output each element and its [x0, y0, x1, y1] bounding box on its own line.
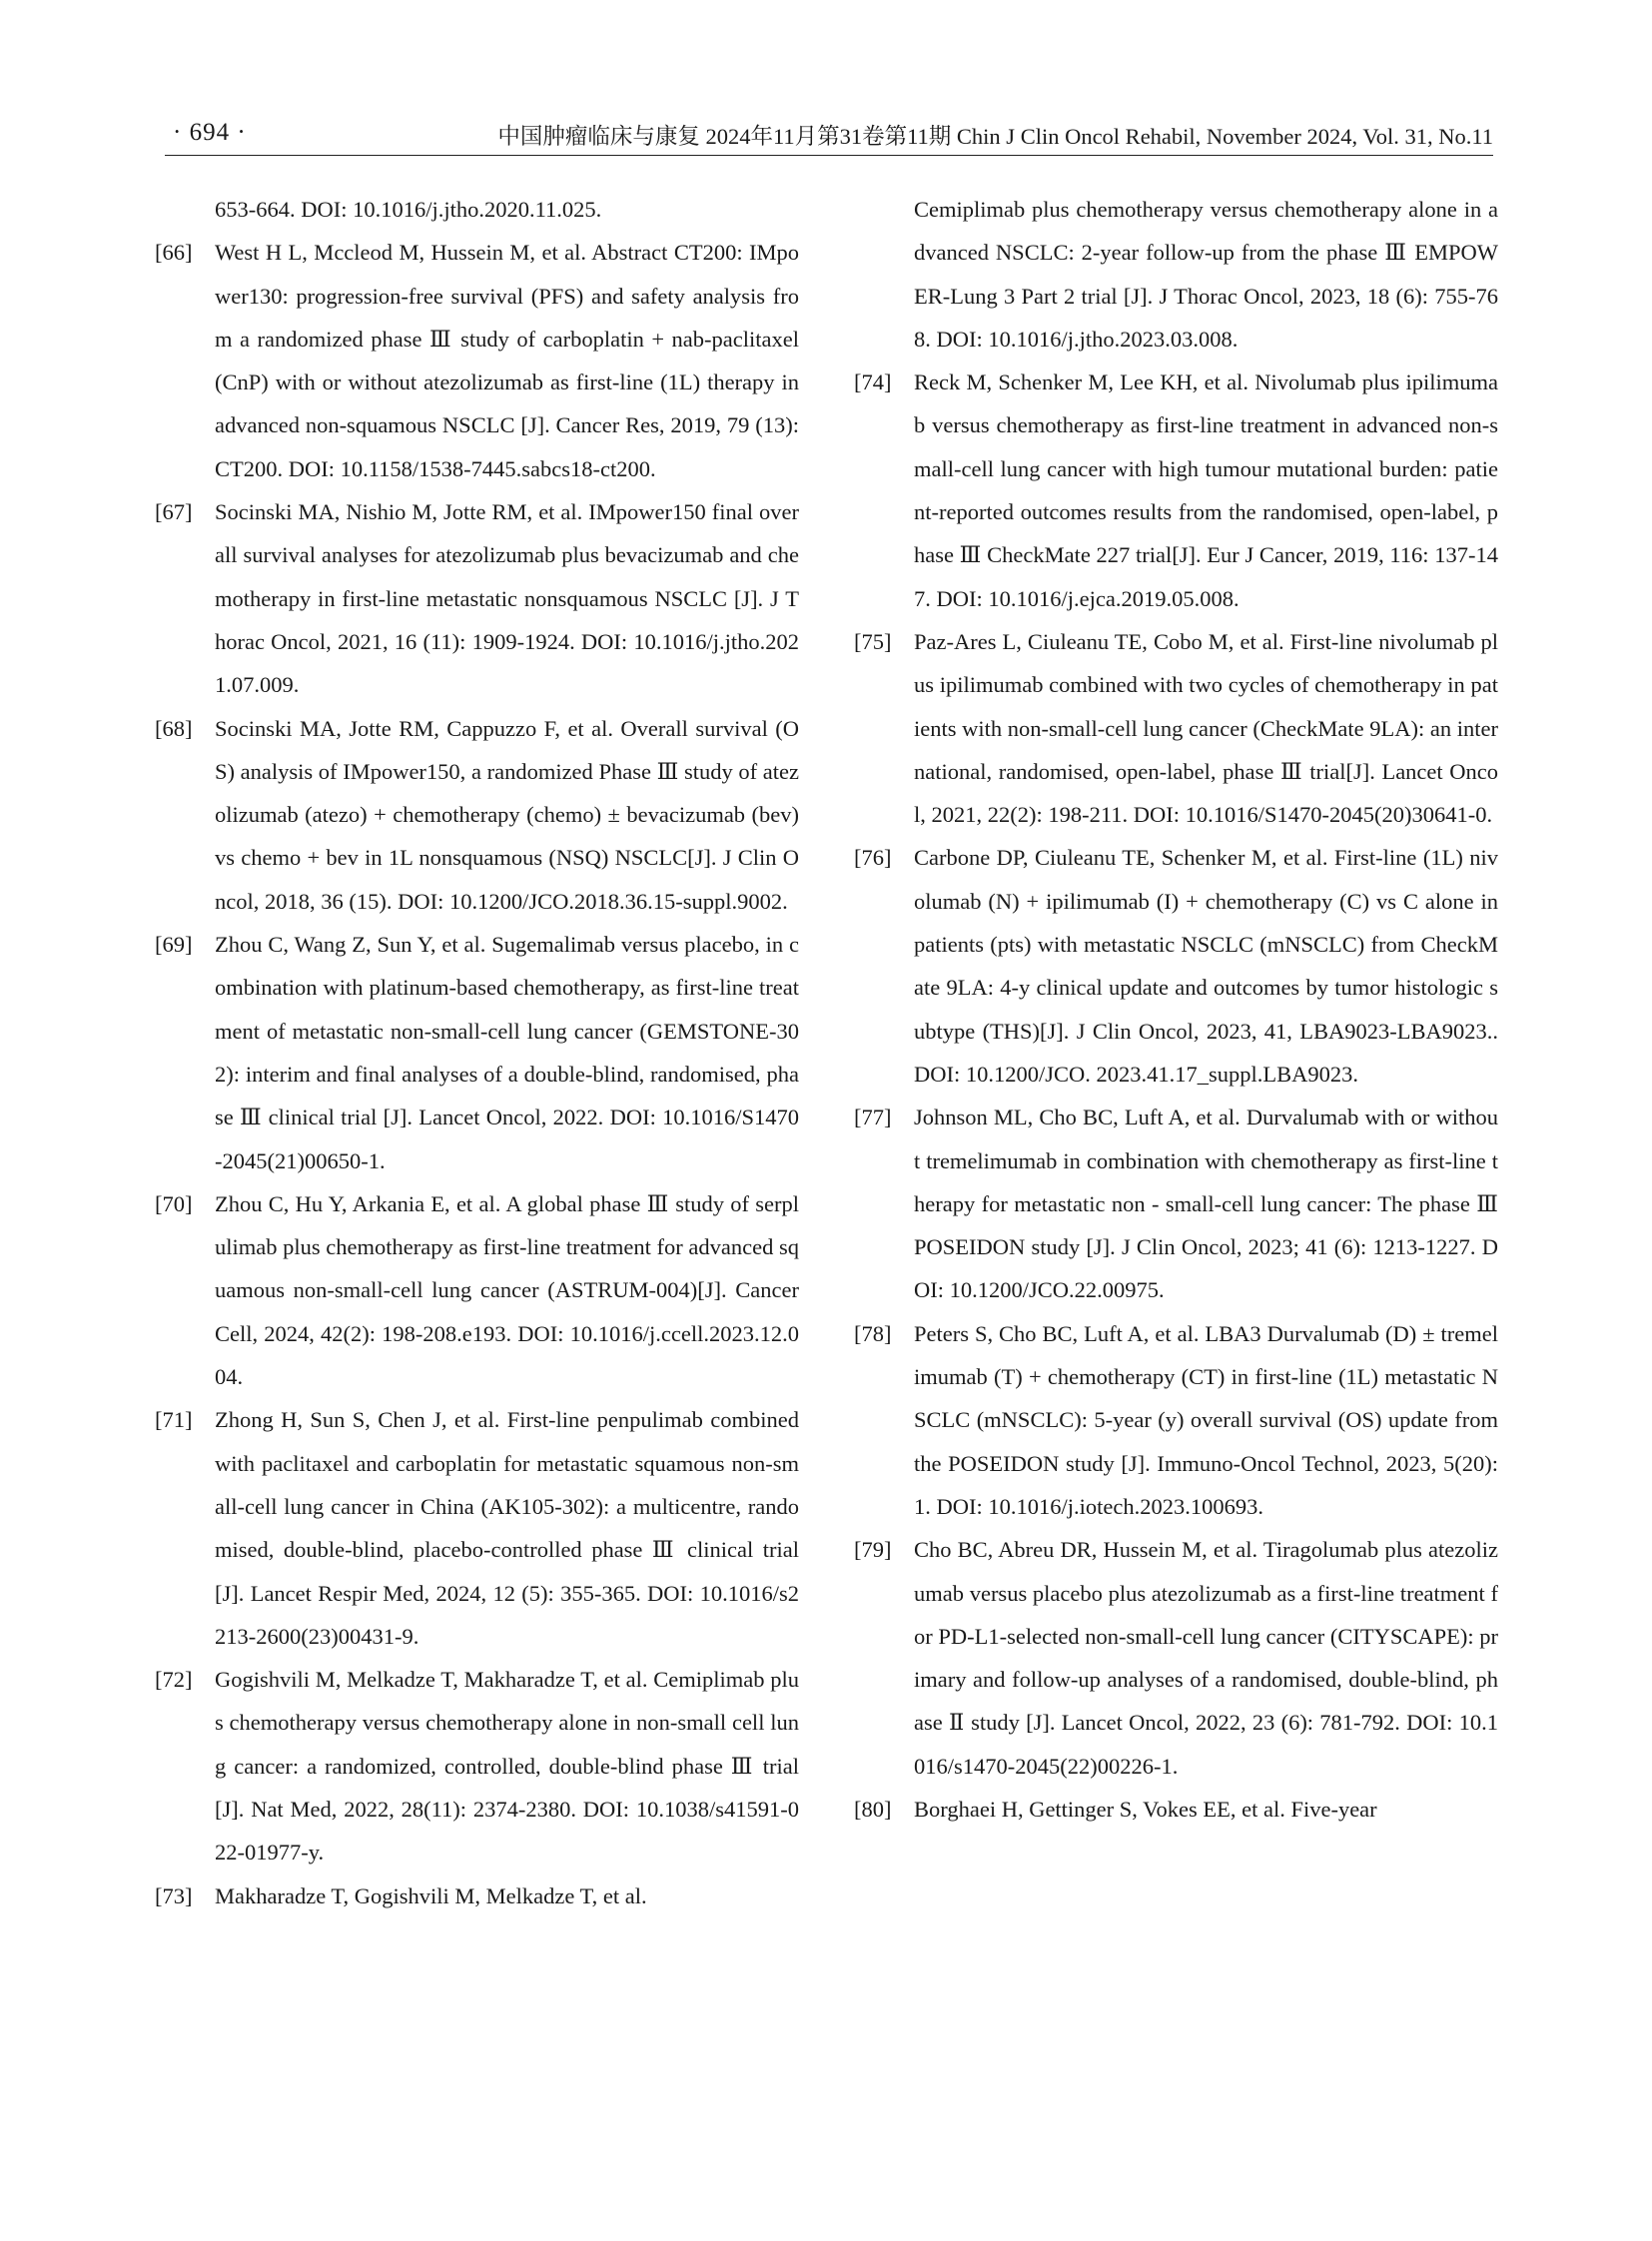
- reference-number: [78]: [854, 1320, 892, 1346]
- reference-entry: [854, 1788, 1498, 1831]
- reference-entry: [155, 1658, 799, 1873]
- reference-text: Zhou C, Wang Z, Sun Y, et al. Sugemalimab versus placebo, in combination with platinum-based chemotherapy, as first-line treatment of metastatic non-small-cell lung cancer (GEMSTONE-302): interim and final analyses of a double-blind, randomised, phase Ⅲ clinical trial [J]. Lancet Oncol, 2022. DOI: 10.1016/S1470-2045(21)00650-1.: [215, 932, 799, 1173]
- reference-entry: [854, 1096, 1498, 1311]
- reference-text: Peters S, Cho BC, Luft A, et al. LBA3 Durvalumab (D) ± tremelimumab (T) + chemotherapy (CT) in first-line (1L) metastatic NSCLC (mNSCLC): 5-year (y) overall survival (OS) update from the POSEIDON study [J]. Immuno-Oncol Technol, 2023, 5(20): 1. DOI: 10.1016/j.iotech.2023.100693.: [914, 1320, 1498, 1519]
- reference-number: [69]: [155, 932, 193, 958]
- reference-text: Socinski MA, Jotte RM, Cappuzzo F, et al. Overall survival (OS) analysis of IMpower150, a randomized Phase Ⅲ study of atezolizumab (atezo) + chemotherapy (chemo) ± bevacizumab (bev) vs chemo + bev in 1L nonsquamous (NSQ) NSCLC[J]. J Clin Oncol, 2018, 36 (15). DOI: 10.1200/JCO.2018.36.15-suppl.9002.: [215, 715, 799, 914]
- reference-text: Zhou C, Hu Y, Arkania E, et al. A global phase Ⅲ study of serplulimab plus chemotherapy as first-line treatment for advanced squamous non-small-cell lung cancer (ASTRUM-004)[J]. Cancer Cell, 2024, 42(2): 198-208.e193. DOI: 10.1016/j.ccell.2023.12.004.: [215, 1190, 799, 1390]
- reference-entry: [854, 1312, 1498, 1528]
- reference-text: West H L, Mccleod M, Hussein M, et al. Abstract CT200: IMpower130: progression-free survival (PFS) and safety analysis from a randomized phase Ⅲ study of carboplatin + nab-paclitaxel (CnP) with or without atezolizumab as first-line (1L) therapy in advanced non-squamous NSCLC [J]. Cancer Res, 2019, 79 (13): CT200. DOI: 10.1158/1538-7445.sabcs18-ct200.: [215, 240, 799, 481]
- reference-text: Reck M, Schenker M, Lee KH, et al. Nivolumab plus ipilimumab versus chemotherapy as first-line treatment in advanced non-small-cell lung cancer with high tumour mutational burden: patient-reported outcomes results from the randomised, open-label, phase Ⅲ CheckMate 227 trial[J]. Eur J Cancer, 2019, 116: 137-147. DOI: 10.1016/j.ejca.2019.05.008.: [914, 370, 1498, 611]
- reference-number: [66]: [155, 240, 193, 266]
- reference-list-left: [155, 231, 799, 1917]
- reference-number: [73]: [155, 1882, 193, 1908]
- reference-text: Carbone DP, Ciuleanu TE, Schenker M, et al. First-line (1L) nivolumab (N) + ipilimumab (I) + chemotherapy (C) vs C alone in patients (pts) with metastatic NSCLC (mNSCLC) from CheckMate 9LA: 4-y clinical update and outcomes by tumor histologic subtype (THS)[J]. J Clin Oncol, 2023, 41, LBA9023-LBA9023.. DOI: 10.1200/JCO. 2023.41.17_suppl.LBA9023.: [914, 845, 1498, 1087]
- reference-number: [77]: [854, 1105, 892, 1130]
- page-number: · 694 ·: [173, 119, 247, 146]
- reference-number: [79]: [854, 1537, 892, 1563]
- reference-number: [80]: [854, 1796, 892, 1822]
- reference-number: [68]: [155, 715, 193, 741]
- reference-number: [67]: [155, 499, 193, 525]
- running-header: [165, 115, 1493, 156]
- reference-entry: [155, 1874, 799, 1917]
- reference-entry: [854, 361, 1498, 620]
- reference-entry: [155, 923, 799, 1182]
- reference-entry: [155, 1398, 799, 1658]
- reference-text: Zhong H, Sun S, Chen J, et al. First-line penpulimab combined with paclitaxel and carboplatin for metastatic squamous non-small-cell lung cancer in China (AK105-302): a multicentre, randomised, double-blind, placebo-controlled phase Ⅲ clinical trial [J]. Lancet Respir Med, 2024, 12 (5): 355-365. DOI: 10.1016/s2213-2600(23)00431-9.: [215, 1407, 799, 1649]
- left-column: [155, 188, 799, 1917]
- reference-number: [70]: [155, 1190, 193, 1216]
- reference-text: Borghaei H, Gettinger S, Vokes EE, et al. Five-year: [914, 1796, 1377, 1822]
- journal-citation-line: 中国肿瘤临床与康复 2024年11月第31卷第11期 Chin J Clin Oncol Rehabil, November 2024, Vol. 31, No.11: [497, 124, 1493, 149]
- reference-list-right: [854, 361, 1498, 1831]
- reference-number: [74]: [854, 370, 892, 395]
- reference-text: Johnson ML, Cho BC, Luft A, et al. Durvalumab with or without tremelimumab in combination with chemotherapy as first-line therapy for metastatic non - small-cell lung cancer: The phase Ⅲ POSEIDON study [J]. J Clin Oncol, 2023; 41 (6): 1213-1227. DOI: 10.1200/JCO.22.00975.: [914, 1105, 1498, 1303]
- reference-entry: [854, 836, 1498, 1096]
- reference-text: Socinski MA, Nishio M, Jotte RM, et al. IMpower150 final overall survival analyses for atezolizumab plus bevacizumab and chemotherapy in first-line metastatic nonsquamous NSCLC [J]. J Thorac Oncol, 2021, 16 (11): 1909-1924. DOI: 10.1016/j.jtho.2021.07.009.: [215, 499, 799, 698]
- reference-entry: [155, 707, 799, 923]
- reference-entry: [854, 1528, 1498, 1788]
- reference-entry: [155, 1182, 799, 1398]
- reference-entry: [155, 231, 799, 490]
- reference-text: Cho BC, Abreu DR, Hussein M, et al. Tiragolumab plus atezolizumab versus placebo plus atezolizumab as a first-line treatment for PD-L1-selected non-small-cell lung cancer (CITYSCAPE): primary and follow-up analyses of a randomised, double-blind, phase Ⅱ study [J]. Lancet Oncol, 2022, 23 (6): 781-792. DOI: 10.1016/s1470-2045(22)00226-1.: [914, 1537, 1498, 1779]
- reference-text: Paz-Ares L, Ciuleanu TE, Cobo M, et al. First-line nivolumab plus ipilimumab combined with two cycles of chemotherapy in patients with non-small-cell lung cancer (CheckMate 9LA): an international, randomised, open-label, phase Ⅲ trial[J]. Lancet Oncol, 2021, 22(2): 198-211. DOI: 10.1016/S1470-2045(20)30641-0.: [914, 628, 1498, 828]
- reference-number: [71]: [155, 1407, 193, 1433]
- right-column: [854, 188, 1498, 1831]
- reference-text: Makharadze T, Gogishvili M, Melkadze T, et al.: [215, 1882, 647, 1908]
- reference-text: Gogishvili M, Melkadze T, Makharadze T, et al. Cemiplimab plus chemotherapy versus chemotherapy alone in non-small cell lung cancer: a randomized, controlled, double-blind phase Ⅲ trial [J]. Nat Med, 2022, 28(11): 2374-2380. DOI: 10.1038/s41591-022-01977-y.: [215, 1667, 799, 1866]
- reference-number: [72]: [155, 1667, 193, 1693]
- reference-continuation: 653-664. DOI: 10.1016/j.jtho.2020.11.025.: [215, 197, 602, 222]
- reference-entry: [854, 620, 1498, 836]
- reference-number: [76]: [854, 845, 892, 871]
- reference-continuation: Cemiplimab plus chemotherapy versus chemotherapy alone in advanced NSCLC: 2-year follow-up from the phase Ⅲ EMPOWER-Lung 3 Part 2 trial [J]. J Thorac Oncol, 2023, 18 (6): 755-768. DOI: 10.1016/j.jtho.2023.03.008.: [914, 197, 1498, 352]
- reference-entry: [155, 490, 799, 706]
- reference-number: [75]: [854, 628, 892, 654]
